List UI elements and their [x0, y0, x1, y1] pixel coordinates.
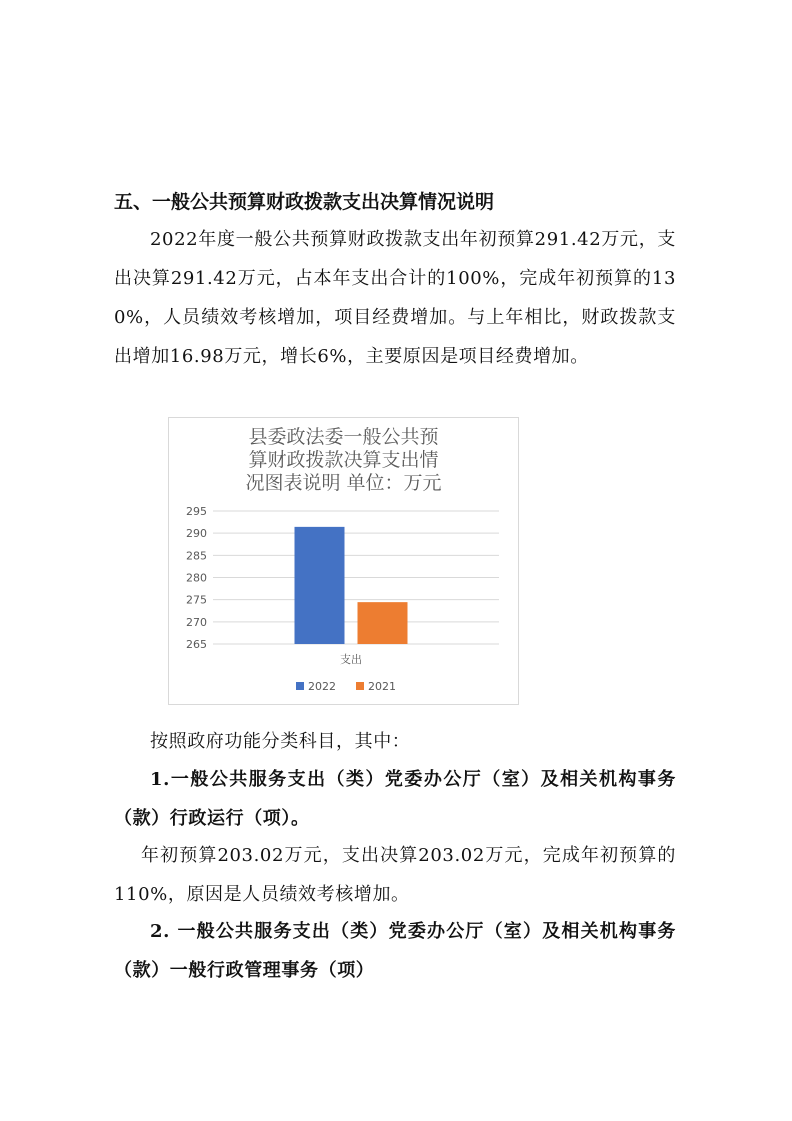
- bar-2021: [358, 602, 408, 644]
- item1-text: 年初预算203.02万元，支出决算203.02万元，完成年初预算的110%，原因是人员绩效考核增加。: [114, 845, 676, 905]
- y-tick-label: 295: [186, 505, 207, 518]
- bar-chart: [169, 418, 518, 704]
- legend-label-2021: 2021: [368, 680, 396, 693]
- y-tick-label: 285: [186, 549, 207, 563]
- legend-swatch-2022: [296, 682, 304, 690]
- intro-line: 按照政府功能分类科目，其中：: [150, 731, 411, 752]
- chart-container: [168, 417, 519, 705]
- section-paragraph: 2022年度一般公共预算财政拨款支出年初预算291.42万元，支出决算291.42万元，占本年支出合计的100%，完成年初预算的130%，人员绩效考核增加，项目经费增加。与上年相比，财政拨款支出增加16.98万元，增长6%，主要原因是项目经费增加。: [114, 229, 676, 367]
- chart-title-line: 县委政法委一般公共预: [248, 426, 439, 448]
- legend-label-2022: 2022: [308, 680, 336, 693]
- y-tick-label: 270: [186, 615, 207, 629]
- y-tick-label: 275: [186, 593, 207, 607]
- y-tick-label: 280: [186, 571, 207, 585]
- legend-swatch-2021: [356, 682, 364, 690]
- y-tick-label: 265: [186, 638, 207, 651]
- bar-2022: [295, 527, 345, 644]
- y-tick-label: 290: [186, 527, 207, 541]
- item2-heading: 2. 一般公共服务支出（类）党委办公厅（室）及相关机构事务（款）一般行政管理事务（项）: [114, 921, 676, 981]
- chart-title-line: 算财政拨款决算支出情: [248, 449, 439, 471]
- item1-heading: 1.一般公共服务支出（类）党委办公厅（室）及相关机构事务（款）行政运行（项）。: [114, 769, 676, 829]
- section-heading: 五、一般公共预算财政拨款支出决算情况说明: [114, 191, 495, 213]
- x-category-label: 支出: [340, 653, 362, 666]
- chart-title-line: 况图表说明 单位：万元: [245, 472, 442, 494]
